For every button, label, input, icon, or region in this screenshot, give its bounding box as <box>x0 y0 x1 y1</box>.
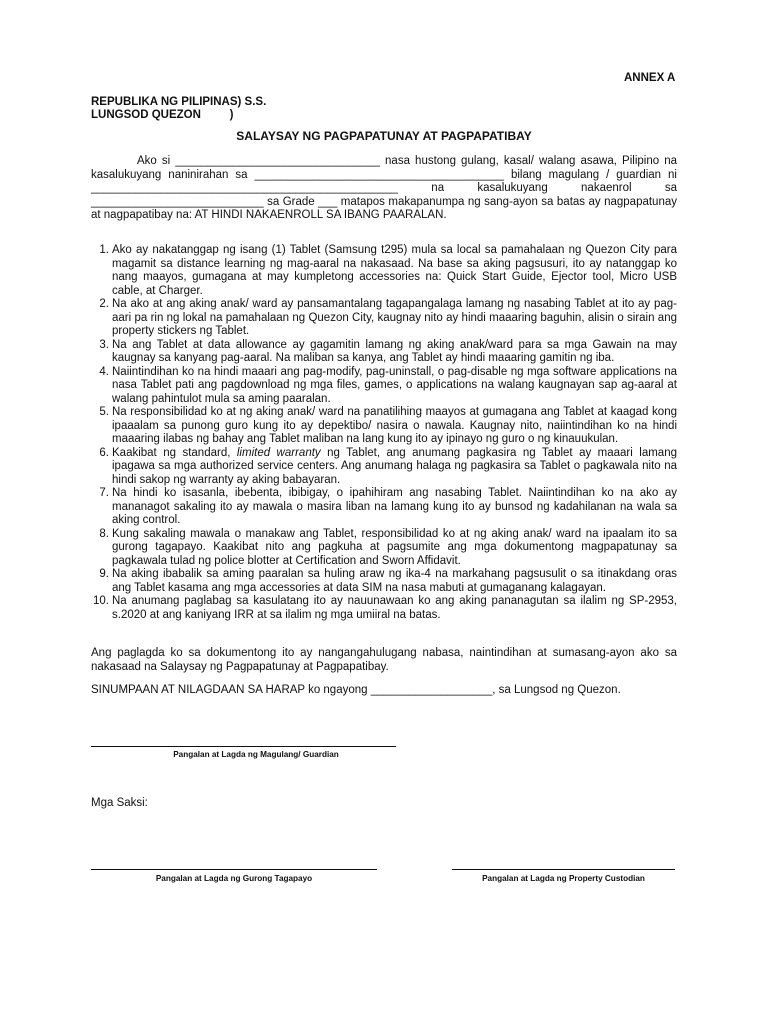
item-number: 6. <box>99 446 109 459</box>
item-number: 3. <box>99 338 109 351</box>
item-number: 5. <box>99 406 109 418</box>
item-text-post: ng Tablet, ang anumang pagkasira ng Tablet ay maaari lamang ipagawa sa mga authorized service centers. Ang anumang halaga ng pagkasira sa Tablet o pagkawala nito na hindi sakop ng warranty ay aking babayaran. <box>112 446 677 486</box>
item-text <box>112 447 677 488</box>
item-text: Na ang Tablet at data allowance ay gagamitin lamang ng aking anak/ward para sa mga Gawain na may kaugnay sa kanyang pag-aaral. Na maliban sa kanya, ang Tablet ay hindi maaaring gamitin ng iba. <box>112 338 677 364</box>
item-text: Na responsibilidad ko at ng aking anak/ ward na panatilihing maayos at gumagana ang Tablet at kaagad kong ipaaalam sa punong guro kung ito ay depektibo/ nasira o nawala. Kaugnay nito, naiintindihan ko na hindi maaaring ilabas ng bahay ang Tablet maliban na lang kung ito ay ipinayo ng guro o ng kinauukulan. <box>112 406 677 445</box>
closing-paragraph: Ang paglagda ko sa dokumentong ito ay nangangahulugang nabasa, naintindihan at sumasang-ayon ako sa nakasaad na Salaysay ng Pagpapatunay at Pagpapatibay. <box>91 647 677 673</box>
list-item <box>91 487 677 528</box>
list-item <box>91 366 677 407</box>
list-item <box>91 528 677 569</box>
item-text: Naiintindihan ko na hindi maaari ang pag-modify, pag-uninstall, o pag-disable ng mga software applications na nasa Tablet pati ang pagdownload ng mga files, games, o applications na walang kaugnayan sap ag-aaral at walang pahintulot mula sa aming paaralan. <box>112 365 677 405</box>
adviser-signature-line <box>91 869 377 870</box>
item-text-pre: Kaakibat ng standard, <box>112 446 237 459</box>
sworn-statement: SINUMPAAN AT NILAGDAAN SA HARAP ko ngayong ___________________, sa Lungsod ng Quezon. <box>91 684 621 696</box>
item-text: Na aking ibabalik sa aming paaralan sa huling araw ng ika-4 na markahang pagsusulit o sa itinakdang oras ang Tablet kasama ang mga accessories at data SIM na nasa mabuti at gumaganang kalagayan. <box>112 568 677 594</box>
item-number: 10. <box>93 595 109 607</box>
item-text: Na hindi ko isasanla, ibebenta, ibibigay, o ipahihiram ang nasabing Tablet. Naiintindihan ko na ako ay mananagot sakaling ito ay mawala o masira liban na lamang kung ito ay bunsod ng kadahilanan na wala sa aking control. <box>112 487 677 526</box>
item-number: 2. <box>99 298 109 310</box>
list-item <box>91 244 677 298</box>
item-number: 4. <box>99 365 109 378</box>
item-number: 8. <box>99 527 109 540</box>
affidavit-items <box>91 244 677 622</box>
item-text: Na ako at ang aking anak/ ward ay pansamantalang tagapangalaga lamang ng nasabing Tablet at ito ay pag-aari pa rin ng lokal na pamahalaan ng Quezon City, kaugnay nito ay hindi maaaring baguhin, alisin o sirain ang property stickers ng Tablet. <box>112 298 677 337</box>
item-number: 7. <box>99 487 109 499</box>
witnesses-label: Mga Saksi: <box>91 797 148 809</box>
header-lungsod: LUNGSOD QUEZON ) <box>91 109 234 121</box>
item-text: Kung sakaling mawala o manakaw ang Tablet, responsibilidad ko at ng aking anak/ ward na ipaalam ito sa gurong tagapayo. Kaakibat nito ang pagkuha at pagsumite ang mga dokumentong magpapatunay sa pagkawala tulad ng police blotter at Certification and Sworn Affidavit. <box>112 527 677 567</box>
intro-paragraph <box>91 155 677 223</box>
list-item <box>91 568 677 595</box>
list-item <box>91 447 677 488</box>
list-item <box>91 339 677 366</box>
guardian-signature-label: Pangalan at Lagda ng Magulang/ Guardian <box>173 750 339 759</box>
guardian-signature-line <box>91 746 396 747</box>
item-number: 1. <box>99 244 109 256</box>
list-item <box>91 298 677 339</box>
intro-text: Ako si ________________________________ nasa hustong gulang, kasal/ walang asawa, Pilipino na kasalukuyang naninirahan sa _______________________________________ bilang magulang / guardian ni ________________________________________________ na kasalukuyang nakaenrol sa ___________________________ sa Grade ___ matapos makapanumpa ng sang-ayon sa batas ay nagpapatunay at nagpapatibay na: AT HINDI NAKAENROLL SA IBANG PAARALAN. <box>91 155 677 221</box>
annex-label: ANNEX A <box>624 72 676 84</box>
item-text: Ako ay nakatanggap ng isang (1) Tablet (Samsung t295) mula sa local sa pamahalaan ng Quezon City para magamit sa distance learning ng mag-aaral na nakasaad. Na base sa aking pagsusuri, ito ay natanggap ko nang maayos, gumagana at may kumpletong accessories na: Quick Start Guide, Ejector tool, Micro USB cable, at Charger. <box>112 244 677 297</box>
header-republika: REPUBLIKA NG PILIPINAS) S.S. <box>91 96 267 108</box>
custodian-signature-label: Pangalan at Lagda ng Property Custodian <box>482 874 645 883</box>
limited-warranty-emphasis: limited warranty <box>236 446 321 459</box>
adviser-signature-label: Pangalan at Lagda ng Gurong Tagapayo <box>155 874 313 883</box>
list-item <box>91 406 677 447</box>
item-text: Na anumang paglabag sa kasulatang ito ay nauunawaan ko ang aking pananagutan sa ilalim ng SP-2953, s.2020 at ang kaniyang IRR at sa ilalim ng mga umiiral na batas. <box>112 595 677 621</box>
custodian-signature-line <box>452 869 675 870</box>
item-number: 9. <box>99 568 109 580</box>
document-title: SALAYSAY NG PAGPAPATUNAY AT PAGPAPATIBAY <box>236 129 532 143</box>
list-item <box>91 595 677 622</box>
